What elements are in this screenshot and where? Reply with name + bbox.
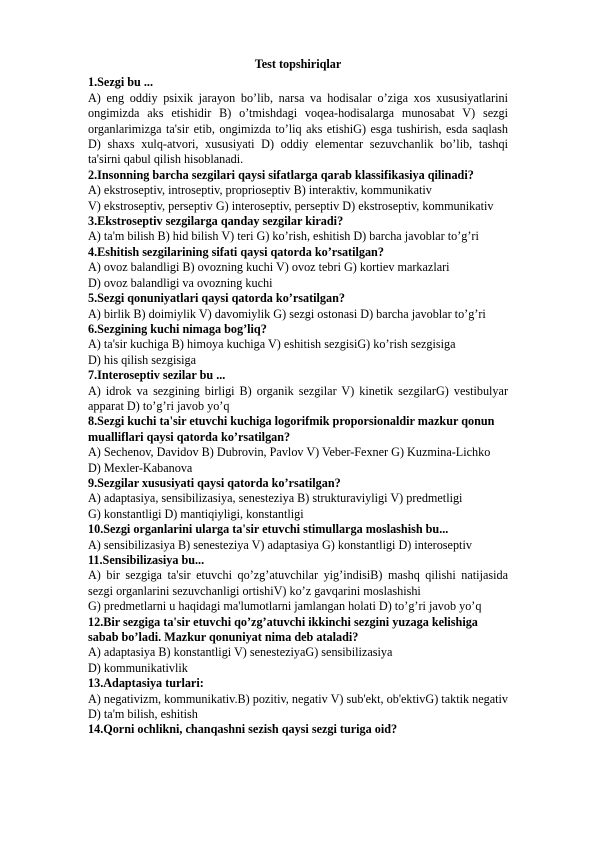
answer-options: A) negativizm, kommunikativ.B) pozitiv, negativ V) sub'ekt, ob'ektivG) taktik negativ D) ta'm bilish, eshitish (88, 691, 508, 722)
question-13: 13.Adaptasiya turlari: (88, 676, 204, 691)
document-title: Test topshiriqlar (254, 57, 342, 71)
answer-options: V) ekstroseptiv, perseptiv G) interoseptiv, perseptiv D) ekstroseptiv, kommunikativ (88, 198, 494, 213)
question-9: 9.Sezgilar xususiyati qaysi qatorda ko’rsatilgan? (88, 475, 341, 490)
document-page (88, 57, 508, 738)
answer-options: D) kommunikativlik (88, 660, 188, 675)
answer-options: A) sensibilizasiya B) senesteziya V) adaptasiya G) konstantligi D) interoseptiv (88, 537, 472, 552)
answer-options: A) ta'sir kuchiga B) himoya kuchiga V) eshitish sezgisiG) ko’rish sezgisiga (88, 337, 456, 352)
question-7: 7.Interoseptiv sezilar bu ... (88, 368, 226, 383)
question-10: 10.Sezgi organlarini ularga ta'sir etuvchi stimullarga moslashish bu... (88, 522, 449, 537)
answer-options: G) predmetlarni u haqidagi ma'lumotlarni jamlangan holati D) to’g’ri javob yo’q (88, 599, 482, 614)
answer-options: D) ovoz balandligi va ovozning kuchi (88, 275, 273, 290)
answer-options: A) eng oddiy psixik jarayon bo’lib, narsa va hodisalar o’ziga xos xususiyatlarini ongimizda aks etishidir B) o’tmishdagi voqea-hodisalarga munosabat V) sezgi organlarimizga ta'sir etib, ongimizda to’liq aks etishiG) esga tushirish, esda saqlash D) shaxs xulq-atvori, xususiyati D) oddiy elementar sezuvchanlik bo’lib, tashqi ta'sirni qabul qilish hisoblanadi. (88, 90, 508, 167)
question-2: 2.Insonning barcha sezgilari qaysi sifatlarga qarab klassifikasiya qilinadi? (88, 167, 474, 182)
question-3: 3.Ekstroseptiv sezgilarga qanday sezgilar kiradi? (88, 214, 344, 229)
answer-options: G) konstantligi D) mantiqiyligi, konstantligi (88, 506, 304, 521)
answer-options: D) his qilish sezgisiga (88, 352, 196, 367)
question-8: 8.Sezgi kuchi ta'sir etuvchi kuchiga logorifmik proporsionaldir mazkur qonun mualliflari qaysi qatorda ko’rsatilgan? (88, 414, 495, 444)
answer-options: A) idrok va sezgining birligi B) organik sezgilar V) kinetik sezgilarG) vestibulyar apparat D) to’g’ri javob yo’q (88, 383, 508, 413)
answer-options: D) Mexler-Kabanova (88, 460, 193, 475)
answer-options: A) ovoz balandligi B) ovozning kuchi V) ovoz tebri G) kortiev markazlari (88, 260, 450, 275)
question-14: 14.Qorni ochlikni, chanqashni sezish qaysi sezgi turiga oid? (88, 722, 398, 737)
answer-options: A) ta'm bilish B) hid bilish V) teri G) ko’rish, eshitish D) barcha javoblar to’g’ri (88, 229, 479, 244)
answer-options: A) Sechenov, Davidov B) Dubrovin, Pavlov V) Veber-Fexner G) Kuzmina-Lichko (88, 445, 491, 460)
question-list (88, 75, 508, 737)
answer-options: A) adaptasiya B) konstantligi V) senesteziyaG) sensibilizasiya (88, 645, 393, 660)
question-11: 11.Sensibilizasiya bu... (88, 553, 205, 567)
answer-options: A) adaptasiya, sensibilizasiya, senesteziya B) strukturaviyligi V) predmetligi (88, 491, 463, 506)
answer-options: A) ekstroseptiv, introseptiv, proprioseptiv B) interaktiv, kommunikativ (88, 183, 432, 198)
question-4: 4.Eshitish sezgilarining sifati qaysi qatorda ko’rsatilgan? (88, 244, 384, 259)
answer-options: A) birlik B) doimiylik V) davomiylik G) sezgi ostonasi D) barcha javoblar to’g’ri (88, 306, 486, 321)
question-6: 6.Sezgining kuchi nimaga bog’liq? (88, 321, 267, 336)
question-12: 12.Bir sezgiga ta'sir etuvchi qo’zg’atuvchi ikkinchi sezgini yuzaga kelishiga sabab bo’ladi. Mazkur qonuniyat nima deb ataladi? (88, 614, 478, 645)
question-5: 5.Sezgi qonuniyatlari qaysi qatorda ko’rsatilgan? (88, 291, 345, 306)
question-1: 1.Sezgi bu ... (88, 75, 154, 90)
answer-options: A) bir sezgiga ta'sir etuvchi qo’zg’atuvchilar yig’indisiB) mashq qilishi natijasida sezgi organlarini sezuvchanligi ortishiV) ko’z gavqarini moslashishi (88, 568, 508, 598)
